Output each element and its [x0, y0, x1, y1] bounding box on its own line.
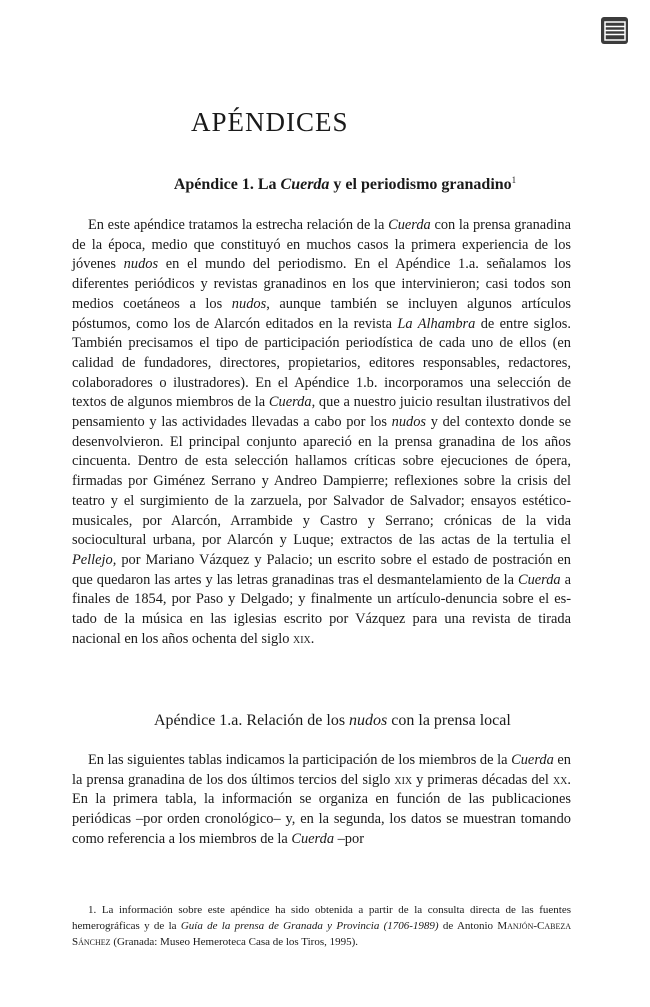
section-heading: Apéndice 1. La Cuerda y el periodismo granadino$^1$: [173, 175, 517, 193]
table-of-contents-button[interactable]: [601, 17, 628, 44]
footnote-reference[interactable]: 1: [511, 175, 517, 185]
subsection-heading: Apéndice 1.a. Relación de los nudos con la prensa local: [154, 712, 511, 729]
body-paragraph: En este apéndice tratamos la estrecha relación de la Cuerda con la prensa granadina de la época, medio que constituyó en muchos casos la primera experiencia de los jóvenes nudos en el mundo del periodismo. En el Apéndice 1.a. señalamos los diferentes periódicos y revistas granadinos en los que intervinieron; casi todos son medios coetáneos a los nudos, aunque también se incluyen algunos artículos póstumos, como los de Alarcón editados en la revista La Alhambra de entre siglos. También precisamos el tipo de participación periodística de cada uno de ellos (en calidad de fundadores, directores, propietarios, editores responsables, redactores, colaboradores o ilustradores). En el Apéndice 1.b. incorporamos una selección de textos de algunos miembros de la Cuerda, que a nuestro juicio resultan ilustrativos del pensamiento y las actividades llevadas a cabo por los nudos y del contexto donde se desenvolvieron. El principal conjunto apareció en la prensa granadina de los años cincuenta. Dentro de esta selección hallamos críticas sobre ejecuciones de ópera, firmadas por Giménez Serrano y Andreo Dampierre; reflexiones sobre la crisis del teatro y el surgimiento de la zarzuela, por Salvador de Salvador; ensayos estético-musicales, por Alarcón, Arrambide y Castro y Serrano; crónicas de la vida sociocultural urbana, por Alarcón y Luque; extractos de las actas de la tertulia el Pellejo, por Mariano Vázquez y Palacio; un escrito sobre el estado de postración en que quedaron las artes y las letras granadinas tras el desmantelamiento de la Cuerda a finales de 1854, por Paso y Delgado; y finalmente un artículo-denuncia sobre el estado de la música en las iglesias escrito por Vázquez para una revista de tirada nacional en los años ochenta del siglo xix.: [72, 217, 572, 647]
footnote: 1. La información sobre este apéndice ha sido obtenida a partir de la consulta directa de las fuentes hemerográficas y de la Guía de la prensa de Granada y Provincia (1706-1989) de Antonio Manjón-Cabeza Sánchez (Granada: Museo Hemeroteca Casa de los Tiros, 1995).: [72, 904, 572, 948]
page-title: APÉNDICES: [191, 107, 349, 137]
list-icon: [604, 21, 626, 41]
body-paragraph: En las siguientes tablas indicamos la participación de los miembros de la Cuerda en la prensa granadina de los dos últimos tercios del siglo xix y primeras décadas del xx. En la primera tabla, la información se organiza en función de las publicaciones periódicas –por orden cronológico– y, en la segunda, los datos se muestran tomando como referencia a los miembros de la Cuerda –por: [72, 752, 571, 847]
